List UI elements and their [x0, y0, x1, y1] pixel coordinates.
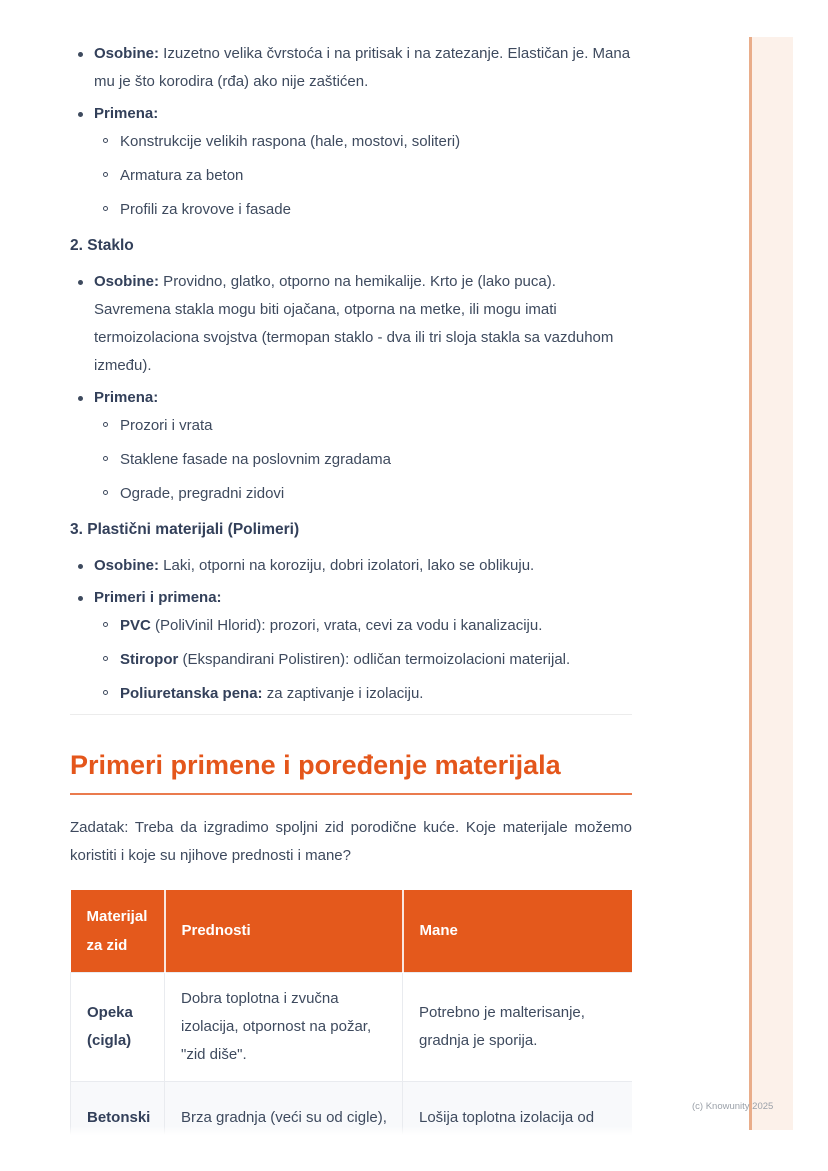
cell-material: Opeka (cigla) [71, 972, 165, 1081]
list-item [94, 196, 632, 224]
section-divider [70, 714, 632, 715]
cell-material: Betonski [71, 1081, 165, 1135]
comparison-table-container [70, 890, 632, 1135]
cell-prednosti: Brza gradnja (veći su od cigle), [165, 1081, 403, 1135]
bullet-circle-icon [103, 138, 108, 143]
page-edge-strip [749, 37, 793, 1130]
bullet-circle-icon [103, 456, 108, 461]
bullet-circle-icon [103, 690, 108, 695]
item-text: Izuzetno velika čvrstoća i na pritisak i na zatezanje. Elastičan je. Mana mu je što korodira (rđa) ako nije zaštićen. [94, 45, 631, 90]
item-text: (PoliVinil Hlorid): prozori, vrata, cevi za vodu i kanalizaciju. [150, 617, 543, 634]
list-item [70, 584, 632, 708]
cell-mane: Lošija toplotna izolacija od [403, 1081, 633, 1135]
item-text: Armatura za beton [120, 167, 244, 184]
bullet-circle-icon [103, 490, 108, 495]
bullet-circle-icon [103, 656, 108, 661]
list-item [70, 100, 632, 224]
item-text: Ograde, pregradni zidovi [120, 485, 285, 502]
bullet-disc-icon [78, 596, 83, 601]
item-text: Staklene fasade na poslovnim zgradama [120, 451, 391, 468]
bullet-circle-icon [103, 422, 108, 427]
steel-bullet-list [70, 40, 632, 224]
list-item [94, 446, 632, 474]
section-heading: Primeri primene i poređenje materijala [70, 747, 632, 795]
watermark: (c) Knowunity 2025 [692, 1101, 774, 1112]
item-label: Osobine: [94, 557, 160, 574]
item-label: Primena: [94, 105, 159, 122]
subsection-heading-staklo: 2. Staklo [70, 237, 134, 254]
item-label: Osobine: [94, 45, 160, 62]
bullet-disc-icon [78, 564, 83, 569]
item-label: Primeri i primena: [94, 589, 222, 606]
column-header-mane: Mane [403, 890, 633, 972]
bullet-circle-icon [103, 172, 108, 177]
item-text: Prozori i vrata [120, 417, 213, 434]
bullet-disc-icon [78, 396, 83, 401]
list-item [70, 40, 632, 96]
bullet-disc-icon [78, 52, 83, 57]
bullet-circle-icon [103, 206, 108, 211]
bullet-disc-icon [78, 280, 83, 285]
column-header-materijal: Materijal za zid [71, 890, 165, 972]
item-label: PVC [120, 617, 151, 634]
item-label: Primena: [94, 389, 159, 406]
item-text: Profili za krovove i fasade [120, 201, 291, 218]
plastika-bullet-list [70, 552, 632, 708]
document-page [70, 40, 632, 1135]
list-item [94, 412, 632, 440]
item-text: (Ekspandirani Polistiren): odličan termoizolacioni materijal. [178, 651, 571, 668]
list-item [70, 384, 632, 508]
list-item [94, 162, 632, 190]
list-item [94, 480, 632, 508]
table-header-row [71, 890, 633, 972]
item-label: Osobine: [94, 273, 160, 290]
item-text: Laki, otporni na koroziju, dobri izolatori, lako se oblikuju. [159, 557, 535, 574]
staklo-sub-list [94, 412, 632, 508]
list-item [94, 128, 632, 156]
list-item [94, 680, 632, 708]
steel-sub-list [94, 128, 632, 224]
item-text: Konstrukcije velikih raspona (hale, mostovi, soliteri) [120, 133, 461, 150]
list-item [70, 268, 632, 380]
item-label: Stiropor [120, 651, 179, 668]
column-header-prednosti: Prednosti [165, 890, 403, 972]
cell-prednosti: Dobra toplotna i zvučna izolacija, otpornost na požar, "zid diše". [165, 972, 403, 1081]
item-label: Poliuretanska pena: [120, 685, 263, 702]
task-paragraph: Zadatak: Treba da izgradimo spoljni zid porodične kuće. Koje materijale možemo koristiti i koje su njihove prednosti i mane? [70, 819, 632, 864]
bullet-circle-icon [103, 622, 108, 627]
list-item [94, 646, 632, 674]
staklo-bullet-list [70, 268, 632, 508]
item-text: Providno, glatko, otporno na hemikalije. Krto je (lako puca). Savremena stakla mogu biti ojačana, otporna na metke, ili mogu imati termoizolaciona svojstva (termopan staklo - dva ili tri sloja stakla sa vazduhom između). [94, 273, 614, 374]
plastika-sub-list [94, 612, 632, 708]
list-item [70, 552, 632, 580]
cell-mane: Potrebno je malterisanje, gradnja je sporija. [403, 972, 633, 1081]
item-text: za zaptivanje i izolaciju. [262, 685, 424, 702]
bullet-disc-icon [78, 112, 83, 117]
comparison-table [70, 890, 632, 1135]
list-item [94, 612, 632, 640]
page-cut-fade [70, 1126, 632, 1135]
table-row [71, 972, 633, 1081]
subsection-heading-plastika: 3. Plastični materijali (Polimeri) [70, 521, 300, 538]
